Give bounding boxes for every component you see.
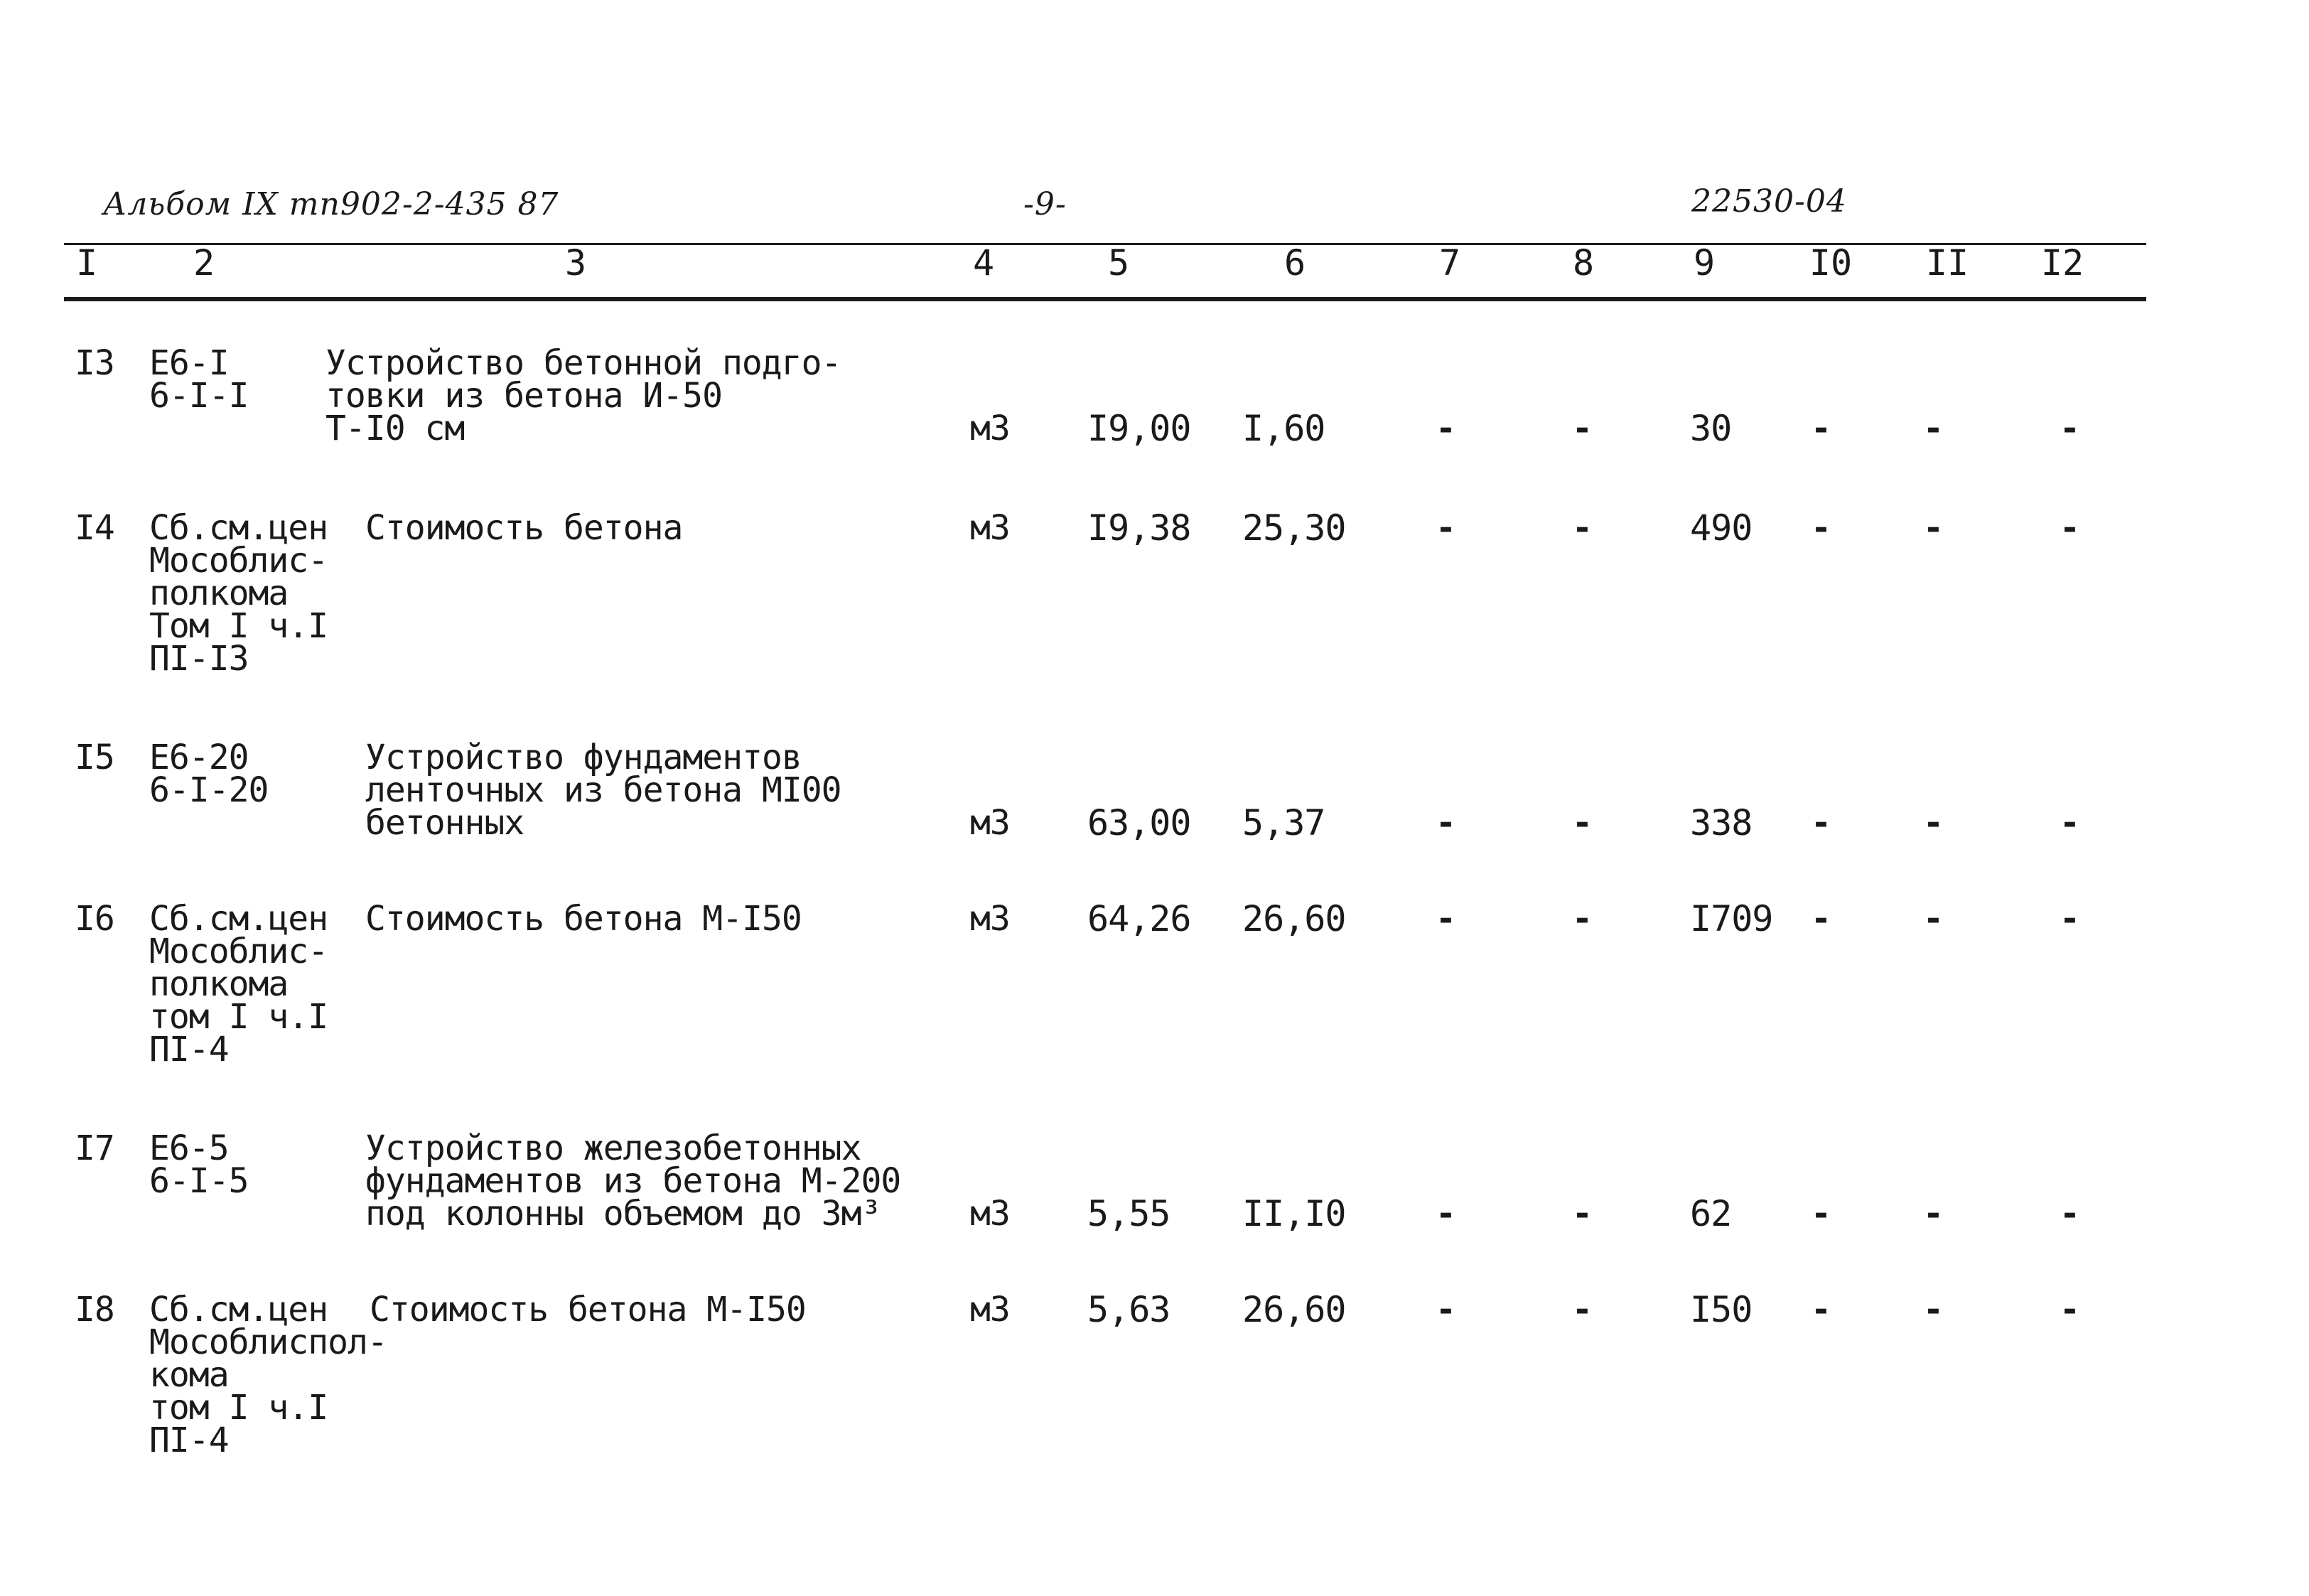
- column-header-2: 2: [193, 242, 215, 284]
- col-9-value: I50: [1690, 1289, 1753, 1330]
- unit-price: I,60: [1242, 408, 1325, 449]
- column-header-8: 8: [1572, 242, 1595, 284]
- column-header-4: 4: [972, 242, 995, 284]
- col-8-value: -: [1572, 1290, 1592, 1330]
- quantity: 64,26: [1087, 898, 1191, 939]
- norm-code: Сб.см.цен Мособлис- полкома Том I ч.I ПI-I3: [149, 508, 328, 679]
- table-row: [0, 898, 2309, 1087]
- column-header-9: 9: [1693, 242, 1716, 284]
- row-number: I6: [75, 899, 114, 939]
- norm-code: Е6-I 6-I-I: [149, 343, 249, 416]
- unit: м3: [970, 409, 1010, 448]
- unit-price: 26,60: [1242, 898, 1346, 939]
- col-10-value: -: [1811, 803, 1831, 843]
- col-10-value: -: [1811, 508, 1831, 548]
- col-7-value: -: [1436, 803, 1455, 843]
- column-header-11: II: [1925, 242, 1969, 284]
- column-header-1: I: [75, 242, 98, 284]
- unit: м3: [970, 899, 1010, 939]
- col-7-value: -: [1436, 899, 1455, 939]
- work-description: Устройство бетонной подго- товки из бетона И-50 Т-I0 см: [325, 343, 841, 448]
- quantity: 5,63: [1087, 1289, 1170, 1330]
- unit: м3: [970, 508, 1010, 548]
- col-12-value: -: [2060, 1194, 2079, 1234]
- col-9-value: I709: [1690, 898, 1773, 939]
- col-7-value: -: [1436, 508, 1455, 548]
- col-9-value: 338: [1690, 802, 1753, 843]
- column-header-6: 6: [1283, 242, 1306, 284]
- col-9-value: 62: [1690, 1193, 1732, 1234]
- col-9-value: 30: [1690, 408, 1732, 449]
- norm-code: Е6-5 6-I-5: [149, 1128, 249, 1201]
- unit: м3: [970, 803, 1010, 843]
- col-7-value: -: [1436, 1290, 1455, 1330]
- col-10-value: -: [1811, 1194, 1831, 1234]
- col-8-value: -: [1572, 1194, 1592, 1234]
- unit-price: 5,37: [1242, 802, 1325, 843]
- table-row: [0, 1289, 2309, 1478]
- col-11-value: -: [1923, 508, 1943, 548]
- quantity: I9,00: [1087, 408, 1191, 449]
- column-header-5: 5: [1107, 242, 1130, 284]
- header-bottom-rule: [64, 297, 2146, 301]
- table-row: [0, 343, 2309, 532]
- quantity: 5,55: [1087, 1193, 1170, 1234]
- unit-price: II,I0: [1242, 1193, 1346, 1234]
- page-number: -9-: [1023, 186, 1067, 222]
- row-number: I4: [75, 508, 114, 548]
- col-8-value: -: [1572, 508, 1592, 548]
- col-8-value: -: [1572, 803, 1592, 843]
- col-12-value: -: [2060, 899, 2079, 939]
- row-number: I5: [75, 738, 114, 777]
- col-12-value: -: [2060, 508, 2079, 548]
- work-description: Устройство фундаментов ленточных из бетона МI00 бетонных: [365, 738, 841, 843]
- row-number: I8: [75, 1290, 114, 1330]
- column-header-7: 7: [1438, 242, 1461, 284]
- column-header-3: 3: [564, 242, 587, 284]
- unit-price: 26,60: [1242, 1289, 1346, 1330]
- column-header-12: I2: [2040, 242, 2084, 284]
- unit: м3: [970, 1194, 1010, 1234]
- quantity: I9,38: [1087, 507, 1191, 549]
- norm-code: Е6-20 6-I-20: [149, 738, 269, 810]
- col-7-value: -: [1436, 409, 1455, 448]
- column-header-10: I0: [1809, 242, 1853, 284]
- col-10-value: -: [1811, 899, 1831, 939]
- quantity: 63,00: [1087, 802, 1191, 843]
- work-description: Стоимость бетона М-I50: [365, 899, 802, 939]
- col-10-value: -: [1811, 409, 1831, 448]
- col-12-value: -: [2060, 1290, 2079, 1330]
- unit: м3: [970, 1290, 1010, 1330]
- norm-code: Сб.см.цен Мособлис- полкома том I ч.I ПI-4: [149, 899, 328, 1069]
- work-description: Стоимость бетона: [365, 508, 683, 548]
- table-row: [0, 507, 2309, 696]
- col-10-value: -: [1811, 1290, 1831, 1330]
- unit-price: 25,30: [1242, 507, 1346, 549]
- col-8-value: -: [1572, 899, 1592, 939]
- col-9-value: 490: [1690, 507, 1753, 549]
- col-12-value: -: [2060, 803, 2079, 843]
- col-11-value: -: [1923, 409, 1943, 448]
- work-description: Устройство железобетонных фундаментов из бетона М-200 под колонны объемом до 3м³: [365, 1128, 901, 1234]
- col-7-value: -: [1436, 1194, 1455, 1234]
- col-8-value: -: [1572, 409, 1592, 448]
- norm-code: Сб.см.цен Мособлиспол- кома том I ч.I ПI-4: [149, 1290, 387, 1460]
- col-12-value: -: [2060, 409, 2079, 448]
- col-11-value: -: [1923, 803, 1943, 843]
- col-11-value: -: [1923, 899, 1943, 939]
- col-11-value: -: [1923, 1194, 1943, 1234]
- col-11-value: -: [1923, 1290, 1943, 1330]
- row-number: I7: [75, 1128, 114, 1168]
- album-reference: Альбом IX тп902-2-435 87: [103, 186, 559, 222]
- row-number: I3: [75, 343, 114, 383]
- work-description: Стоимость бетона М-I50: [370, 1290, 806, 1330]
- document-code: 22530-04: [1691, 183, 1847, 220]
